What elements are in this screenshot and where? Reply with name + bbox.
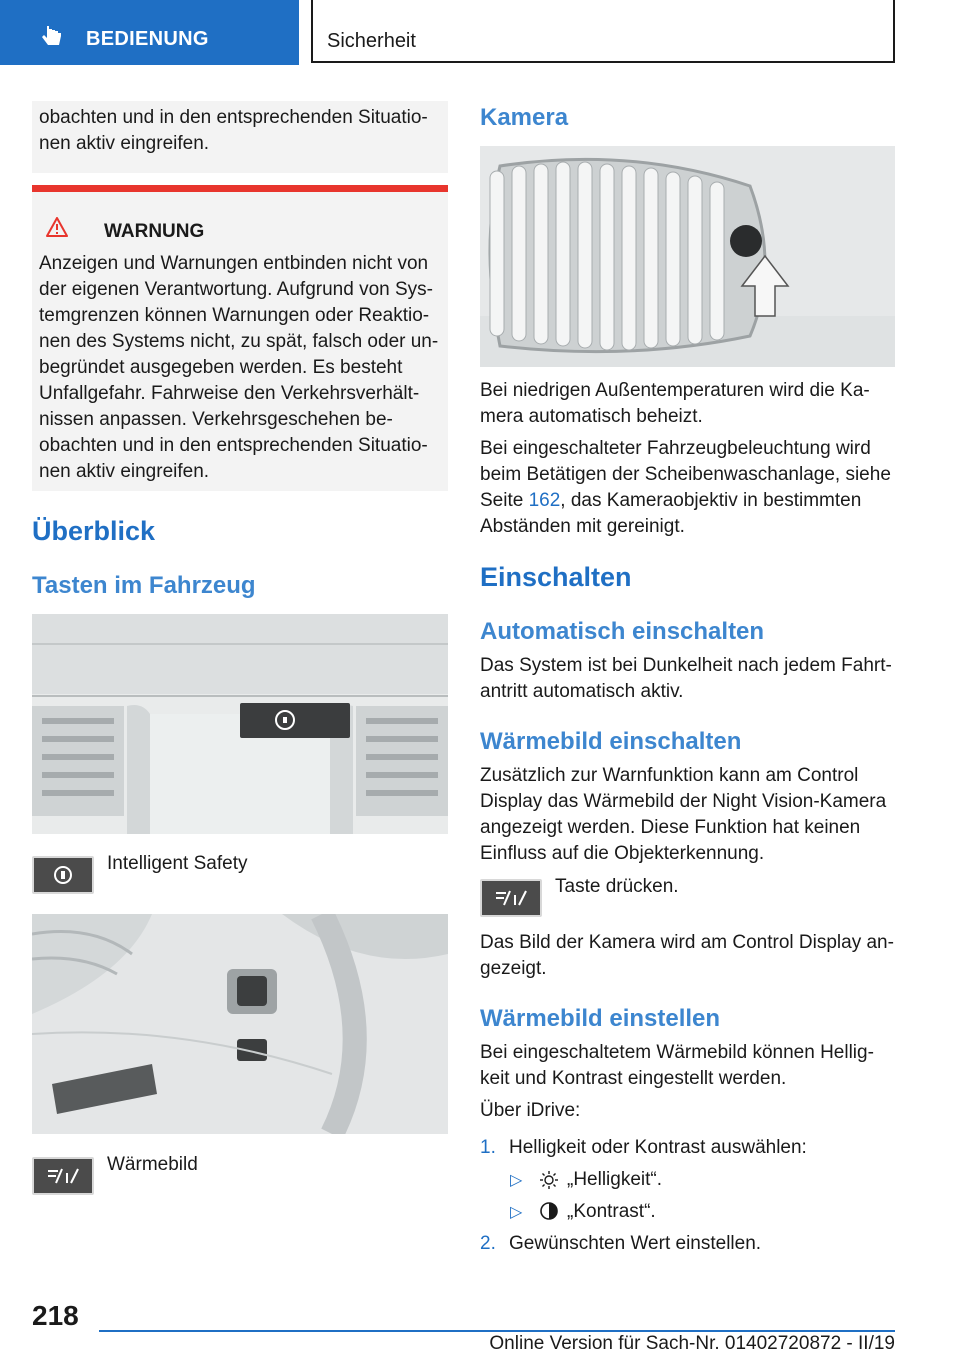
sub-step-marker: ▷	[510, 1204, 523, 1221]
intro-box	[32, 101, 448, 173]
warning-line: Unfallgefahr. Fahrweise den Verkehrsverhält-	[39, 383, 420, 404]
warning-line: nissen anpassen. Verkehrsgeschehen be-	[39, 409, 393, 430]
thermal-image-button-icon	[32, 1157, 94, 1195]
auto-heading: Automatisch einschalten	[480, 618, 765, 645]
set-line: keit und Kontrast eingestellt werden.	[480, 1068, 787, 1089]
camera-paragraph-line: Bei eingeschalteter Fahrzeugbeleuchtung wird	[480, 438, 871, 459]
camera-paragraph-line: beim Betätigen der Scheibenwaschanlage, siehe	[480, 464, 891, 485]
step-number: 1.	[480, 1137, 496, 1158]
online-version-text: Online Version für Sach-Nr. 01402720872 - II/19	[489, 1333, 895, 1354]
chapter-tab[interactable]	[311, 0, 895, 63]
warning-box	[32, 185, 448, 491]
intelligent-safety-button-icon	[32, 856, 94, 894]
intro-line: nen aktiv eingreifen.	[39, 133, 210, 154]
footer-divider	[99, 1330, 895, 1332]
camera-paragraph-line: Abständen mit gereinigt.	[480, 516, 685, 537]
overview-heading: Überblick	[32, 516, 156, 546]
camera-paragraph-line: Bei niedrigen Außentemperaturen wird die Ka-	[480, 380, 870, 401]
camera-paragraph-line	[480, 488, 861, 514]
warning-line: der eigenen Verantwortung. Aufgrund von Sys-	[39, 279, 433, 300]
camera-paragraph-line: mera automatisch beheizt.	[480, 406, 703, 427]
thermal-on-heading: Wärmebild einschalten	[480, 728, 742, 755]
hand-pointer-icon	[38, 24, 64, 50]
set-line: Bei eingeschaltetem Wärmebild können Hellig-	[480, 1042, 874, 1063]
step-text: Helligkeit oder Kontrast auswählen:	[509, 1137, 807, 1158]
thermal-image-key-icon	[480, 879, 542, 917]
image-line: gezeigt.	[480, 958, 547, 979]
sub-step-text: „Helligkeit“.	[567, 1169, 663, 1190]
section-label: BEDIENUNG	[86, 28, 209, 50]
intro-line: obachten und in den entsprechenden Situatio-	[39, 107, 428, 128]
camera-heading: Kamera	[480, 104, 569, 131]
auto-line: antritt automatisch aktiv.	[480, 681, 684, 702]
button1-label: Intelligent Safety	[107, 853, 248, 874]
page-number: 218	[32, 1300, 79, 1331]
warning-line: begründet ausgegeben werden. Es besteht	[39, 357, 403, 378]
switch-on-heading: Einschalten	[480, 562, 632, 592]
page-link[interactable]: 162	[528, 490, 561, 511]
thermal-line: Display das Wärmebild der Night Vision-Kamera	[480, 791, 887, 812]
brightness-icon	[539, 1170, 559, 1190]
step-text: Gewünschten Wert einstellen.	[509, 1233, 762, 1254]
warning-line: obachten und in den entsprechenden Situatio-	[39, 435, 428, 456]
sub-step-text: „Kontrast“.	[567, 1201, 656, 1222]
contrast-icon	[539, 1201, 559, 1221]
warning-line: temgrenzen können Warnungen oder Reaktio-	[39, 305, 430, 326]
text-span: Seite	[480, 490, 529, 511]
buttons-heading: Tasten im Fahrzeug	[32, 572, 256, 599]
thermal-line: Einfluss auf die Objekterkennung.	[480, 843, 765, 864]
dashboard-center-illustration	[32, 614, 448, 834]
image-line: Das Bild der Kamera wird am Control Display an-	[480, 932, 894, 953]
text-span: , das Kameraobjektiv in bestimmten	[560, 490, 862, 511]
section-tab[interactable]	[0, 0, 299, 65]
steering-column-illustration	[32, 914, 448, 1134]
press-key-text: Taste drücken.	[555, 876, 679, 897]
thermal-set-heading: Wärmebild einstellen	[480, 1005, 721, 1032]
chapter-label: Sicherheit	[327, 30, 416, 52]
via-idrive-text: Über iDrive:	[480, 1100, 581, 1121]
button2-label: Wärmebild	[107, 1154, 198, 1175]
sub-step-marker: ▷	[510, 1172, 523, 1189]
warning-title: WARNUNG	[104, 221, 205, 242]
warning-line: nen aktiv eingreifen.	[39, 461, 210, 482]
warning-line: Anzeigen und Warnungen entbinden nicht von	[39, 253, 429, 274]
step-number: 2.	[480, 1233, 496, 1254]
warning-triangle-icon	[46, 217, 68, 237]
thermal-line: angezeigt werden. Diese Funktion hat keinen	[480, 817, 861, 838]
thermal-line: Zusätzlich zur Warnfunktion kann am Control	[480, 765, 859, 786]
warning-line: nen des Systems nicht, zu spät, falsch oder un-	[39, 331, 439, 352]
auto-line: Das System ist bei Dunkelheit nach jedem Fahrt-	[480, 655, 892, 676]
front-grille-camera-illustration	[480, 146, 895, 367]
